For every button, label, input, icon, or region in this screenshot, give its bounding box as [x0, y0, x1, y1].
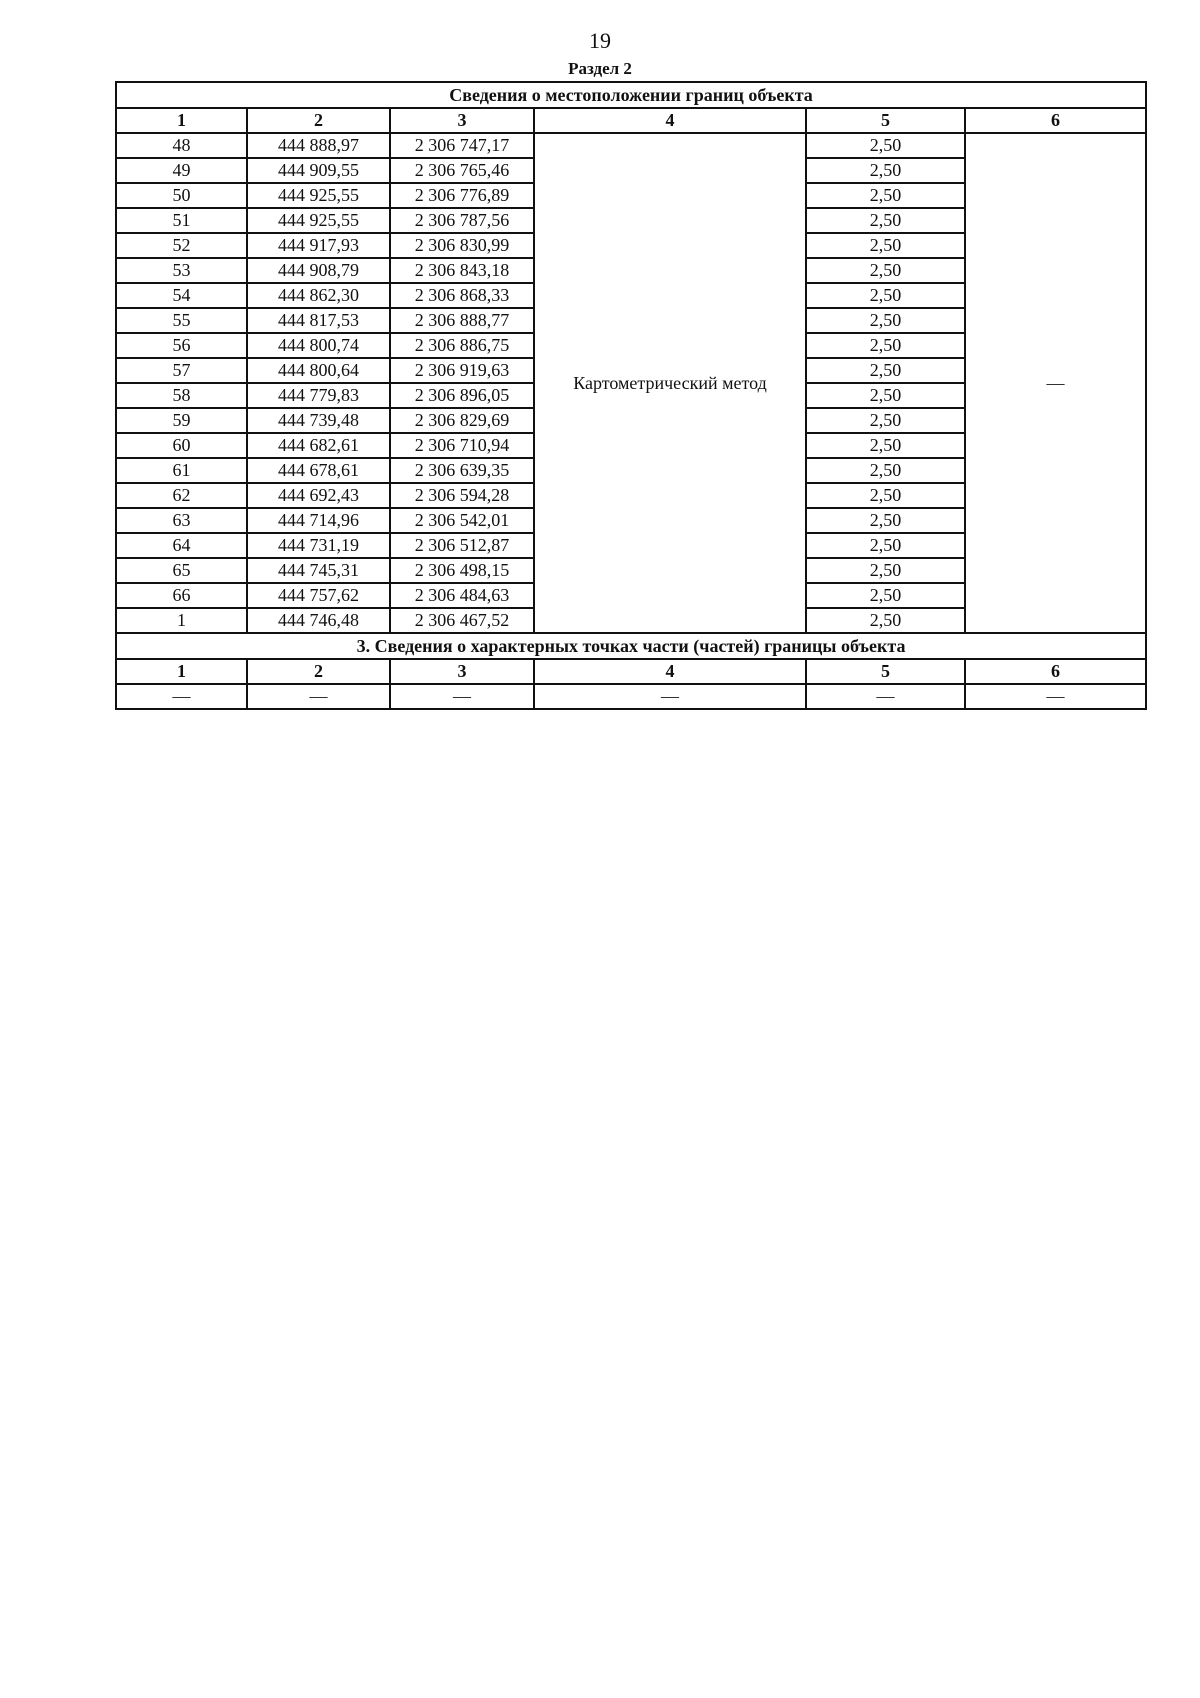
column-header: 6	[965, 108, 1146, 133]
section3-title: 3. Сведения о характерных точках части (частей) границы объекта	[116, 633, 1146, 659]
x-coordinate-cell: 444 888,97	[247, 133, 390, 158]
point-number-cell: 66	[116, 583, 247, 608]
accuracy-cell: 2,50	[806, 158, 965, 183]
y-coordinate-cell: 2 306 888,77	[390, 308, 534, 333]
accuracy-cell: 2,50	[806, 383, 965, 408]
point-number-cell: 56	[116, 333, 247, 358]
y-coordinate-cell: 2 306 484,63	[390, 583, 534, 608]
point-number-cell: 62	[116, 483, 247, 508]
y-coordinate-cell: 2 306 787,56	[390, 208, 534, 233]
accuracy-cell: 2,50	[806, 308, 965, 333]
y-coordinate-cell: 2 306 896,05	[390, 383, 534, 408]
section3-column-header: 1	[116, 659, 247, 684]
y-coordinate-cell: 2 306 710,94	[390, 433, 534, 458]
y-coordinate-cell: 2 306 830,99	[390, 233, 534, 258]
y-coordinate-cell: 2 306 765,46	[390, 158, 534, 183]
y-coordinate-cell: 2 306 639,35	[390, 458, 534, 483]
section3-cell: —	[534, 684, 806, 709]
accuracy-cell: 2,50	[806, 408, 965, 433]
point-number-cell: 63	[116, 508, 247, 533]
x-coordinate-cell: 444 779,83	[247, 383, 390, 408]
y-coordinate-cell: 2 306 498,15	[390, 558, 534, 583]
point-number-cell: 55	[116, 308, 247, 333]
x-coordinate-cell: 444 714,96	[247, 508, 390, 533]
point-number-cell: 60	[116, 433, 247, 458]
section3-column-header: 6	[965, 659, 1146, 684]
y-coordinate-cell: 2 306 512,87	[390, 533, 534, 558]
section-label: Раздел 2	[568, 59, 632, 78]
accuracy-cell: 2,50	[806, 233, 965, 258]
y-coordinate-cell: 2 306 843,18	[390, 258, 534, 283]
x-coordinate-cell: 444 817,53	[247, 308, 390, 333]
section3-title-row	[116, 633, 1146, 659]
section3-column-header: 3	[390, 659, 534, 684]
point-number-cell: 50	[116, 183, 247, 208]
section3-cell: —	[247, 684, 390, 709]
x-coordinate-cell: 444 862,30	[247, 283, 390, 308]
section3-cell: —	[965, 684, 1146, 709]
point-number-cell: 1	[116, 608, 247, 633]
y-coordinate-cell: 2 306 542,01	[390, 508, 534, 533]
y-coordinate-cell: 2 306 919,63	[390, 358, 534, 383]
point-number-cell: 61	[116, 458, 247, 483]
point-number-cell: 57	[116, 358, 247, 383]
point-number-cell: 49	[116, 158, 247, 183]
section3-column-header: 2	[247, 659, 390, 684]
x-coordinate-cell: 444 739,48	[247, 408, 390, 433]
x-coordinate-cell: 444 925,55	[247, 183, 390, 208]
section3-cell: —	[116, 684, 247, 709]
x-coordinate-cell: 444 731,19	[247, 533, 390, 558]
accuracy-cell: 2,50	[806, 608, 965, 633]
column-header: 2	[247, 108, 390, 133]
section3-header-row	[116, 659, 1146, 684]
table-title-row	[116, 82, 1146, 108]
accuracy-cell: 2,50	[806, 358, 965, 383]
point-number-cell: 51	[116, 208, 247, 233]
accuracy-cell: 2,50	[806, 333, 965, 358]
section3-row	[116, 684, 1146, 709]
table-title: Сведения о местоположении границ объекта	[116, 82, 1146, 108]
boundary-table	[115, 81, 1147, 710]
accuracy-cell: 2,50	[806, 258, 965, 283]
y-coordinate-cell: 2 306 747,17	[390, 133, 534, 158]
section3-column-header: 4	[534, 659, 806, 684]
accuracy-cell: 2,50	[806, 508, 965, 533]
y-coordinate-cell: 2 306 594,28	[390, 483, 534, 508]
x-coordinate-cell: 444 678,61	[247, 458, 390, 483]
point-number-cell: 59	[116, 408, 247, 433]
table-row	[116, 133, 1146, 158]
column6-cell: —	[965, 133, 1146, 633]
accuracy-cell: 2,50	[806, 458, 965, 483]
x-coordinate-cell: 444 909,55	[247, 158, 390, 183]
point-number-cell: 53	[116, 258, 247, 283]
x-coordinate-cell: 444 746,48	[247, 608, 390, 633]
x-coordinate-cell: 444 745,31	[247, 558, 390, 583]
column-header: 3	[390, 108, 534, 133]
y-coordinate-cell: 2 306 868,33	[390, 283, 534, 308]
y-coordinate-cell: 2 306 886,75	[390, 333, 534, 358]
column-header-row	[116, 108, 1146, 133]
point-number-cell: 52	[116, 233, 247, 258]
accuracy-cell: 2,50	[806, 583, 965, 608]
method-cell: Картометрический метод	[534, 133, 806, 633]
accuracy-cell: 2,50	[806, 483, 965, 508]
point-number-cell: 48	[116, 133, 247, 158]
y-coordinate-cell: 2 306 467,52	[390, 608, 534, 633]
column-header: 1	[116, 108, 247, 133]
point-number-cell: 58	[116, 383, 247, 408]
accuracy-cell: 2,50	[806, 433, 965, 458]
section3-cell: —	[390, 684, 534, 709]
accuracy-cell: 2,50	[806, 133, 965, 158]
accuracy-cell: 2,50	[806, 558, 965, 583]
point-number-cell: 64	[116, 533, 247, 558]
accuracy-cell: 2,50	[806, 208, 965, 233]
section3-column-header: 5	[806, 659, 965, 684]
column-header: 5	[806, 108, 965, 133]
accuracy-cell: 2,50	[806, 183, 965, 208]
point-number-cell: 65	[116, 558, 247, 583]
y-coordinate-cell: 2 306 829,69	[390, 408, 534, 433]
x-coordinate-cell: 444 917,93	[247, 233, 390, 258]
x-coordinate-cell: 444 908,79	[247, 258, 390, 283]
column-header: 4	[534, 108, 806, 133]
x-coordinate-cell: 444 757,62	[247, 583, 390, 608]
accuracy-cell: 2,50	[806, 533, 965, 558]
x-coordinate-cell: 444 800,64	[247, 358, 390, 383]
page-number: 19	[589, 28, 611, 53]
section3-cell: —	[806, 684, 965, 709]
x-coordinate-cell: 444 692,43	[247, 483, 390, 508]
y-coordinate-cell: 2 306 776,89	[390, 183, 534, 208]
accuracy-cell: 2,50	[806, 283, 965, 308]
x-coordinate-cell: 444 925,55	[247, 208, 390, 233]
x-coordinate-cell: 444 682,61	[247, 433, 390, 458]
point-number-cell: 54	[116, 283, 247, 308]
x-coordinate-cell: 444 800,74	[247, 333, 390, 358]
